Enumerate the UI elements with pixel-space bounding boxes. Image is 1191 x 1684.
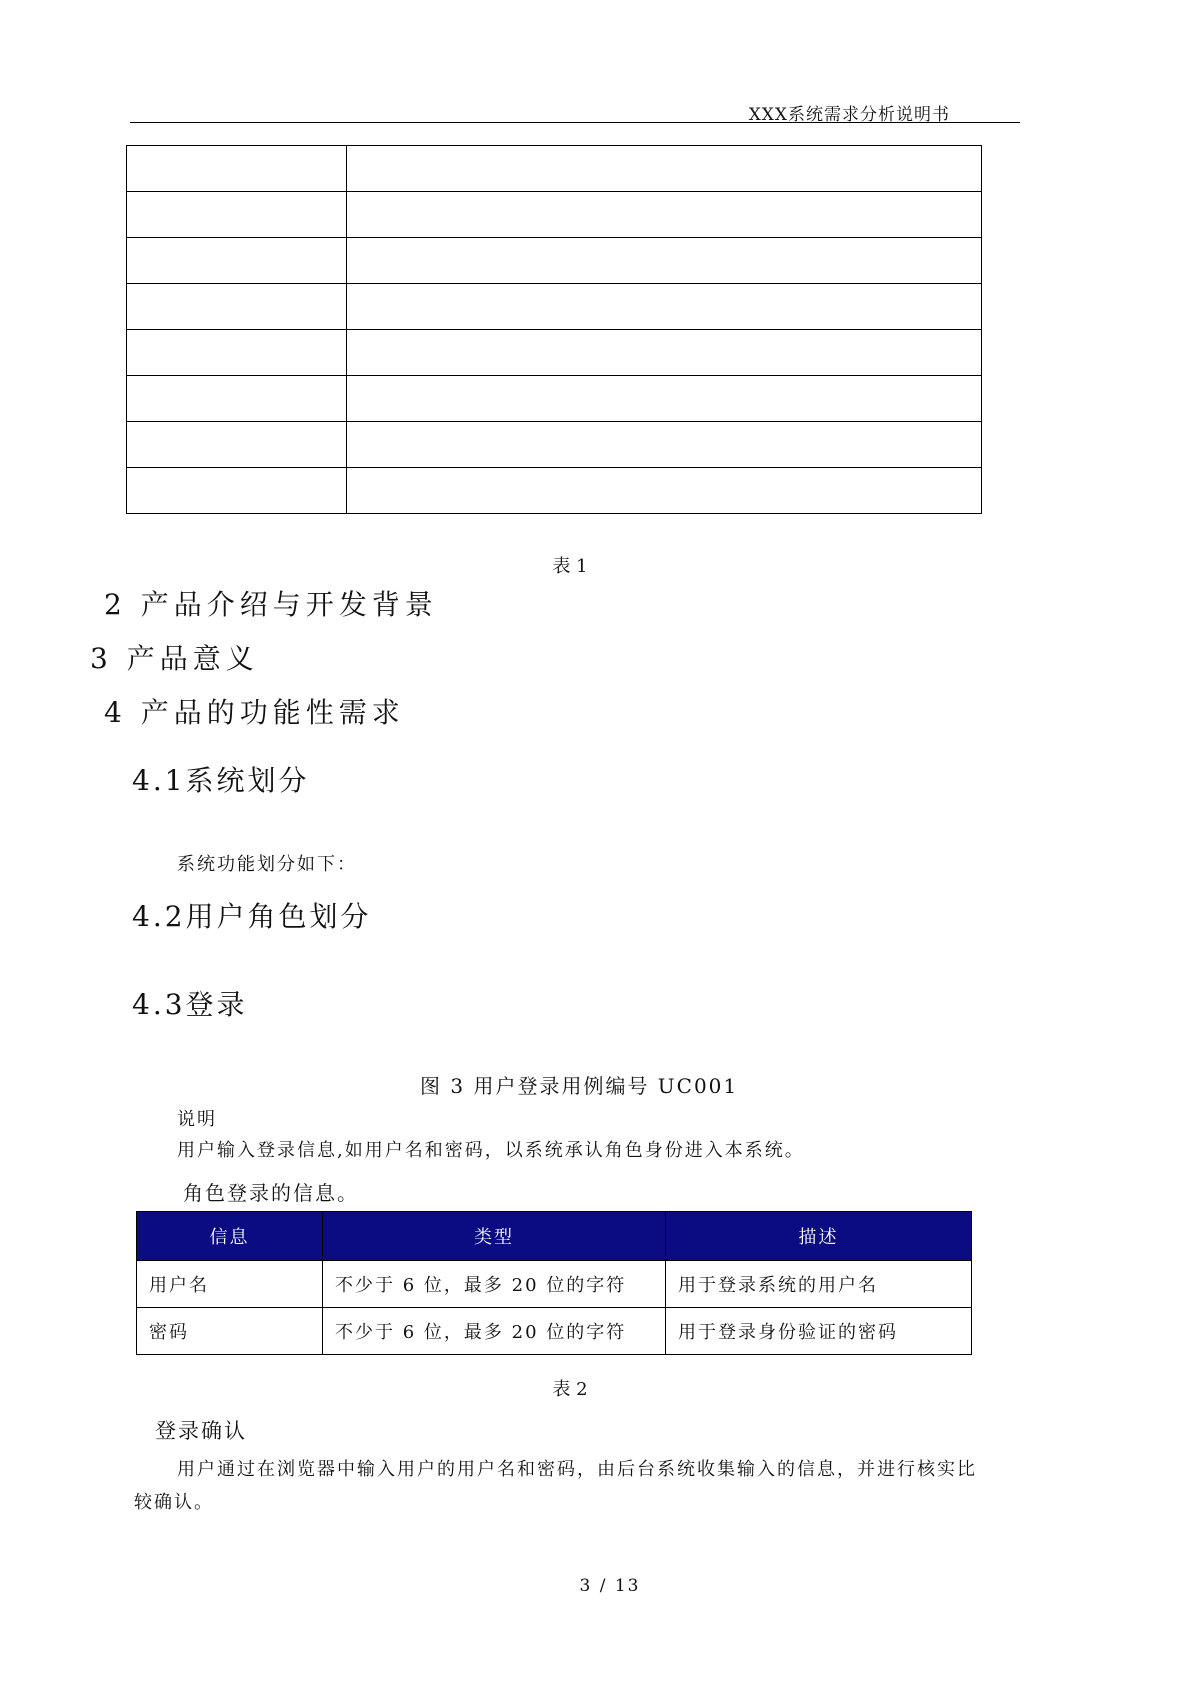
heading-4: 4 产品的功能性需求 [104,696,405,729]
table-cell [347,238,982,284]
table-cell [347,468,982,514]
heading-3: 3 产品意义 [90,642,259,675]
confirm-text-line-1: 用户通过在浏览器中输入用户的用户名和密码，由后台系统收集输入的信息，并进行核实比 [177,1459,977,1480]
table-cell [347,192,982,238]
table-cell: 不少于 6 位，最多 20 位的字符 [323,1308,666,1355]
table-header-cell: 信息 [137,1212,323,1261]
table-cell: 密码 [137,1308,323,1355]
table-2 [136,1211,972,1355]
page-number: 3 / 13 [579,1576,641,1596]
table-2-caption: 表 2 [552,1379,588,1400]
table-row [137,1261,972,1308]
table-cell [127,238,347,284]
table-cell: 用户名 [137,1261,323,1308]
page-header-title: XXX系统需求分析说明书 [748,105,950,125]
table-cell [347,422,982,468]
table-cell [127,422,347,468]
table-cell [347,376,982,422]
table-1 [126,145,982,514]
heading-4-2: 4.2用户角色划分 [132,900,372,933]
table-cell [127,146,347,192]
table-cell [347,146,982,192]
table-header-cell: 描述 [666,1212,972,1261]
table-row [137,1308,972,1355]
explain-label: 说明 [177,1109,217,1130]
heading-4-3: 4.3登录 [132,988,248,1021]
table-row [127,284,982,330]
table-1-caption: 表 1 [552,556,588,577]
table-cell [127,376,347,422]
heading-2: 2 产品介绍与开发背景 [104,588,438,621]
table-cell: 用于登录身份验证的密码 [666,1308,972,1355]
table-cell [127,192,347,238]
table-row [127,376,982,422]
table-cell [127,284,347,330]
table-row [127,468,982,514]
table-row [127,192,982,238]
header-rule [130,122,1020,123]
table-header-cell: 类型 [323,1212,666,1261]
table-cell: 不少于 6 位，最多 20 位的字符 [323,1261,666,1308]
explain-text: 用户输入登录信息,如用户名和密码，以系统承认角色身份进入本系统。 [177,1140,805,1161]
table-row [127,330,982,376]
confirm-label: 登录确认 [155,1419,247,1443]
table-cell [347,330,982,376]
confirm-text-line-2: 较确认。 [134,1492,214,1513]
table-header-row [137,1212,972,1261]
table-cell [347,284,982,330]
table-cell [127,330,347,376]
table-cell [127,468,347,514]
division-intro: 系统功能划分如下： [177,854,357,875]
heading-4-1: 4.1系统划分 [132,764,310,797]
table-row [127,422,982,468]
role-info-label: 角色登录的信息。 [183,1181,359,1205]
table-row [127,146,982,192]
table-cell: 用于登录系统的用户名 [666,1261,972,1308]
table-row [127,238,982,284]
figure-caption: 图 3 用户登录用例编号 UC001 [420,1074,739,1098]
